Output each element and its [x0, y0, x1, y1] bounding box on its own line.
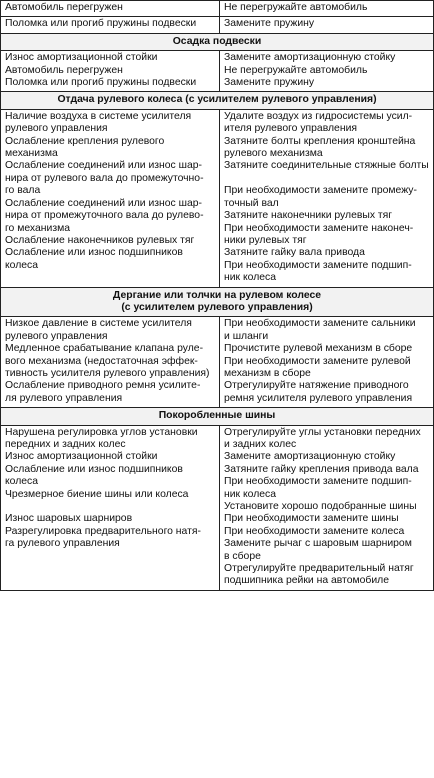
cause-item: Нарушена регулировка углов установки передних и задних колес: [5, 426, 198, 450]
fix-item: Не перегружайте автомобиль: [224, 64, 368, 76]
fix-item: Затяните гайку крепления привода вала При необходимости замените подшип- ник колеса: [224, 463, 419, 500]
section-title: Осадка подвески: [1, 33, 434, 50]
fix-item: Установите хорошо подобранные шины При необходимости замените шины При необходимости замените колеса: [224, 501, 417, 537]
table-body: [1, 1, 434, 591]
fix-item: Затяните гайку вала привода При необходимости замените подшип- ник колеса: [224, 247, 412, 284]
cause-item: Ослабление или износ подшипников колеса: [5, 463, 183, 488]
fix-item: Отрегулируйте натяжение приводного ремня усилителя рулевого управления: [224, 380, 413, 404]
fix-item: При необходимости замените промежу- точный вал: [224, 185, 417, 209]
table-row: [1, 317, 434, 408]
cause-item: Поломка или прогиб пружины подвески: [5, 77, 197, 89]
cause-item: Износ амортизационной стойки: [5, 451, 158, 463]
fix-item: Замените амортизационную стойку: [224, 451, 396, 463]
section-header-row: [1, 92, 434, 109]
cause-item: Низкое давление в системе усилителя рулевого управления: [5, 318, 192, 342]
fix-item: Отрегулируйте предварительный натяг подшипника рейки на автомобиле: [224, 563, 414, 587]
cause-item: Ослабление приводного ремня усилите- ля рулевого управления: [5, 380, 201, 404]
table-row: [1, 1, 434, 17]
fix-cell: [220, 317, 434, 408]
cause-cell: Автомобиль перегружен: [1, 1, 220, 17]
fix-item: Затяните соединительные стяжные болты: [224, 160, 429, 172]
fix-item: Затяните наконечники рулевых тяг При необходимости замените наконеч- ники рулевых тяг: [224, 210, 414, 246]
cause-cell: [1, 51, 220, 92]
cause-cell: Поломка или прогиб пружины подвески: [1, 17, 220, 33]
cause-item: Ослабление или износ подшипников колеса: [5, 247, 183, 271]
section-title: Отдача рулевого колеса (с усилителем рулевого управления): [1, 92, 434, 109]
fix-cell: Замените пружину: [220, 17, 434, 33]
cause-item: Ослабление наконечников рулевых тяг: [5, 234, 195, 246]
fix-item: Отрегулируйте углы установки передних и задних колес: [224, 426, 421, 450]
cause-item: Износ шаровых шарниров: [5, 513, 133, 525]
fix-item: Затяните болты крепления кронштейна рулевого механизма: [224, 135, 416, 160]
cause-item: Ослабление крепления рулевого механизма: [5, 135, 165, 160]
section-header-row: [1, 408, 434, 425]
fix-item: Замените пружину: [224, 77, 315, 89]
fix-item: При необходимости замените сальники и шланги: [224, 318, 416, 342]
fix-cell: [220, 425, 434, 590]
section-header-row: [1, 33, 434, 50]
cause-item: Наличие воздуха в системе усилителя рулевого управления: [5, 110, 192, 135]
section-header-row: [1, 287, 434, 317]
cause-item: Износ амортизационной стойки: [5, 52, 158, 64]
fix-item: Удалите воздух из гидросистемы усил- ителя рулевого управления: [224, 110, 413, 135]
cause-cell: [1, 109, 220, 287]
table-row: [1, 109, 434, 287]
cause-item: Чрезмерное биение шины или колеса: [5, 488, 189, 500]
cause-item: Автомобиль перегружен: [5, 64, 123, 76]
cause-item: Ослабление соединений или износ шар- нира от промежуточного вала до рулево- го механизма: [5, 197, 204, 234]
cause-item: Ослабление соединений или износ шар- нира от рулевого вала до промежуточно- го вала: [5, 160, 204, 197]
cause-cell: [1, 317, 220, 408]
cause-item: Разрегулировка предварительного натя- га рулевого управления: [5, 525, 201, 550]
fix-cell: [220, 51, 434, 92]
section-title: Дергание или толчки на рулевом колесе (с усилителем рулевого управления): [1, 287, 434, 317]
fix-cell: [220, 109, 434, 287]
fix-item: Замените рычаг с шаровым шарниром в сборе: [224, 538, 412, 562]
cause-item: Медленное срабатывание клапана руле- вого механизма (недостаточная эффек- тивность усилителя рулевого управления): [5, 343, 210, 379]
table-row: [1, 51, 434, 92]
fix-item: Замените амортизационную стойку: [224, 52, 396, 64]
fix-cell: Не перегружайте автомобиль: [220, 1, 434, 17]
table-row: [1, 17, 434, 33]
cause-cell: [1, 425, 220, 590]
table-row: [1, 425, 434, 590]
fix-item: Прочистите рулевой механизм в сборе При необходимости замените рулевой механизм в сборе: [224, 343, 413, 379]
section-title: Покоробленные шины: [1, 408, 434, 425]
